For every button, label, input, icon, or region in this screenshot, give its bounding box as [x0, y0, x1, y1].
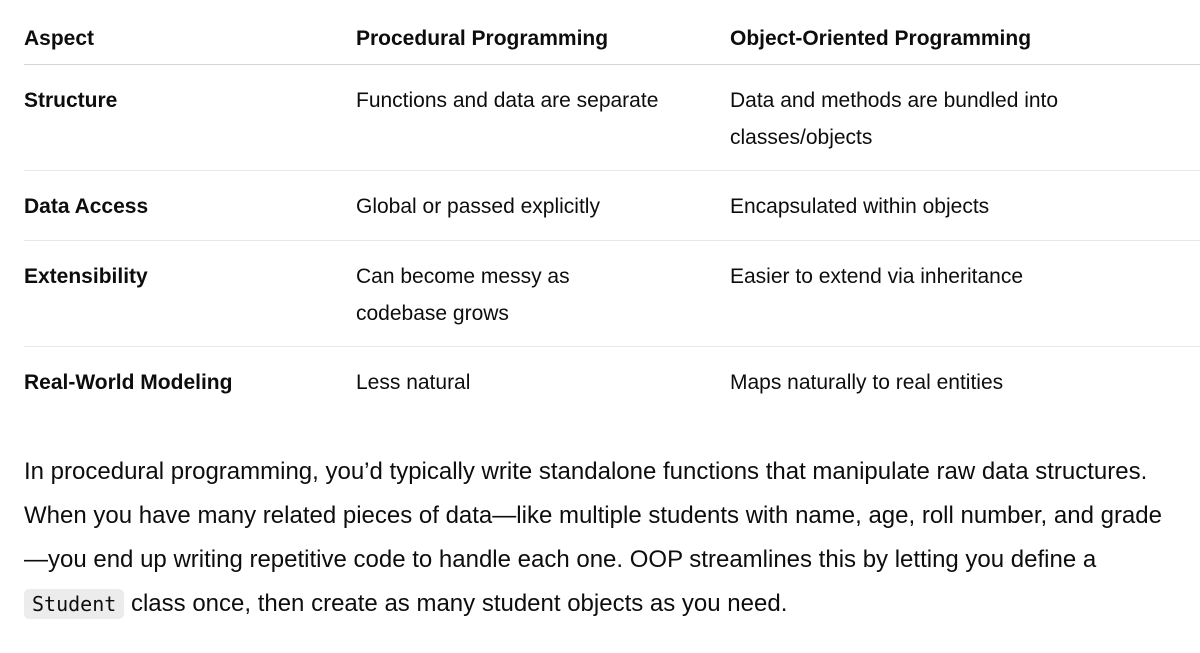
row-procedural: Less natural [356, 371, 471, 394]
body-paragraph [24, 450, 1184, 626]
table-row [24, 65, 1200, 171]
inline-code: Student [24, 589, 124, 619]
row-procedural: Functions and data are separate [356, 89, 659, 112]
row-oop: Maps naturally to real entities [730, 371, 1004, 394]
table-row [24, 241, 1200, 347]
row-procedural: Can become messy as codebase grows [356, 265, 570, 325]
table-row [24, 347, 1200, 417]
row-oop: Data and methods are bundled into classes/objects [730, 89, 1059, 149]
header-procedural: Procedural Programming [356, 27, 609, 50]
row-aspect: Structure [24, 89, 118, 112]
row-procedural: Global or passed explicitly [356, 195, 600, 218]
table-header-row [24, 0, 1200, 65]
header-oop: Object-Oriented Programming [730, 27, 1032, 50]
table-row [24, 171, 1200, 241]
paragraph-text-end: class once, then create as many student objects as you need. [124, 590, 788, 617]
row-aspect: Extensibility [24, 265, 148, 288]
row-aspect: Data Access [24, 195, 149, 218]
comparison-table [24, 0, 1200, 417]
row-oop: Encapsulated within objects [730, 195, 990, 218]
paragraph-text: In procedural programming, you’d typically write standalone functions that manipulate raw data structures. When you have many related pieces of data—like multiple students with name, age, roll number, and grade—you end up writing repetitive code to handle each one. OOP streamlines this by letting you define a [24, 458, 1162, 573]
header-aspect: Aspect [24, 27, 95, 50]
row-oop: Easier to extend via inheritance [730, 265, 1024, 288]
row-aspect: Real-World Modeling [24, 371, 233, 394]
